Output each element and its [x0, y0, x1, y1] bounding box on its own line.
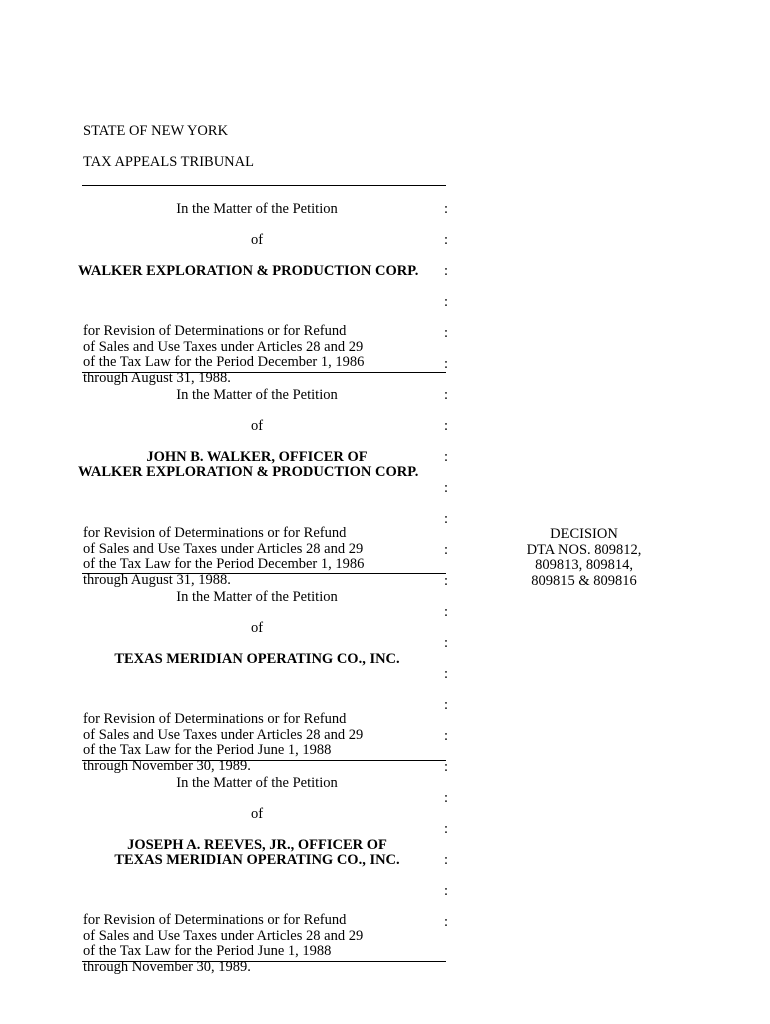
petition-of-1: of [250, 232, 264, 248]
caption-colon: : [444, 418, 449, 434]
caption-colon: : [444, 511, 449, 527]
caption-colon: : [444, 821, 449, 837]
petition-of-2: of [250, 418, 264, 434]
petition-matter-2: In the Matter of the Petition [176, 387, 338, 403]
petition-matter-1: In the Matter of the Petition [176, 201, 338, 217]
caption-colon: : [444, 852, 449, 868]
petition-body-1: for Revision of Determinations or for Refund of Sales and Use Taxes under Articles 28 and 29 of the Tax Law for the Period December 1, 1986 through August 31, 1988. [83, 323, 365, 386]
petition-of-3: of [250, 620, 264, 636]
petitioner-name-2b: WALKER EXPLORATION & PRODUCTION CORP. [78, 464, 419, 480]
petition-of-4: of [250, 806, 264, 822]
caption-colon: : [444, 263, 449, 279]
petition-matter-3: In the Matter of the Petition [176, 589, 338, 605]
petitioner-name-1: WALKER EXPLORATION & PRODUCTION CORP. [78, 263, 419, 279]
caption-colon: : [444, 480, 449, 496]
petitioner-name-2a: JOHN B. WALKER, OFFICER OF [146, 449, 368, 465]
caption-colon: : [444, 697, 449, 713]
divider [82, 961, 446, 962]
decision-block [506, 527, 662, 589]
caption-colon: : [444, 604, 449, 620]
caption-colon: : [444, 449, 449, 465]
dta-numbers-line: DTA NOS. 809812, [526, 541, 642, 558]
caption-colon: : [444, 232, 449, 248]
caption-colon: : [444, 294, 449, 310]
tribunal-heading: TAX APPEALS TRIBUNAL [83, 154, 254, 170]
caption-colon: : [444, 635, 449, 651]
petition-body-2: for Revision of Determinations or for Refund of Sales and Use Taxes under Articles 28 and 29 of the Tax Law for the Period December 1, 1986 through August 31, 1988. [83, 525, 365, 588]
caption-colon: : [444, 759, 449, 775]
petition-matter-4: In the Matter of the Petition [176, 775, 338, 791]
caption-colon: : [444, 542, 449, 558]
petitioner-name-4b: TEXAS MERIDIAN OPERATING CO., INC. [114, 852, 400, 868]
caption-colon: : [444, 573, 449, 589]
dta-numbers-line: 809813, 809814, [535, 557, 633, 574]
state-heading: STATE OF NEW YORK [83, 123, 229, 139]
caption-colon: : [444, 790, 449, 806]
dta-numbers-line: 809815 & 809816 [531, 572, 637, 589]
caption-colon: : [444, 666, 449, 682]
petitioner-name-4a: JOSEPH A. REEVES, JR., OFFICER OF [127, 837, 387, 853]
decision-title: DECISION [550, 526, 618, 542]
divider [82, 760, 446, 761]
caption-colon: : [444, 914, 449, 930]
caption-colon: : [444, 883, 449, 899]
petitioner-name-3: TEXAS MERIDIAN OPERATING CO., INC. [114, 651, 400, 667]
caption-colon: : [444, 201, 449, 217]
petition-body-3: for Revision of Determinations or for Refund of Sales and Use Taxes under Articles 28 and 29 of the Tax Law for the Period June 1, 1988 through November 30, 1989. [83, 711, 364, 774]
caption-colon: : [444, 387, 449, 403]
caption-colon: : [444, 325, 449, 341]
petition-body-4: for Revision of Determinations or for Refund of Sales and Use Taxes under Articles 28 and 29 of the Tax Law for the Period June 1, 1988 through November 30, 1989. [83, 912, 364, 975]
divider [82, 573, 446, 574]
divider [82, 185, 446, 186]
caption-colon: : [444, 356, 449, 372]
caption-colon: : [444, 728, 449, 744]
divider [82, 372, 446, 373]
